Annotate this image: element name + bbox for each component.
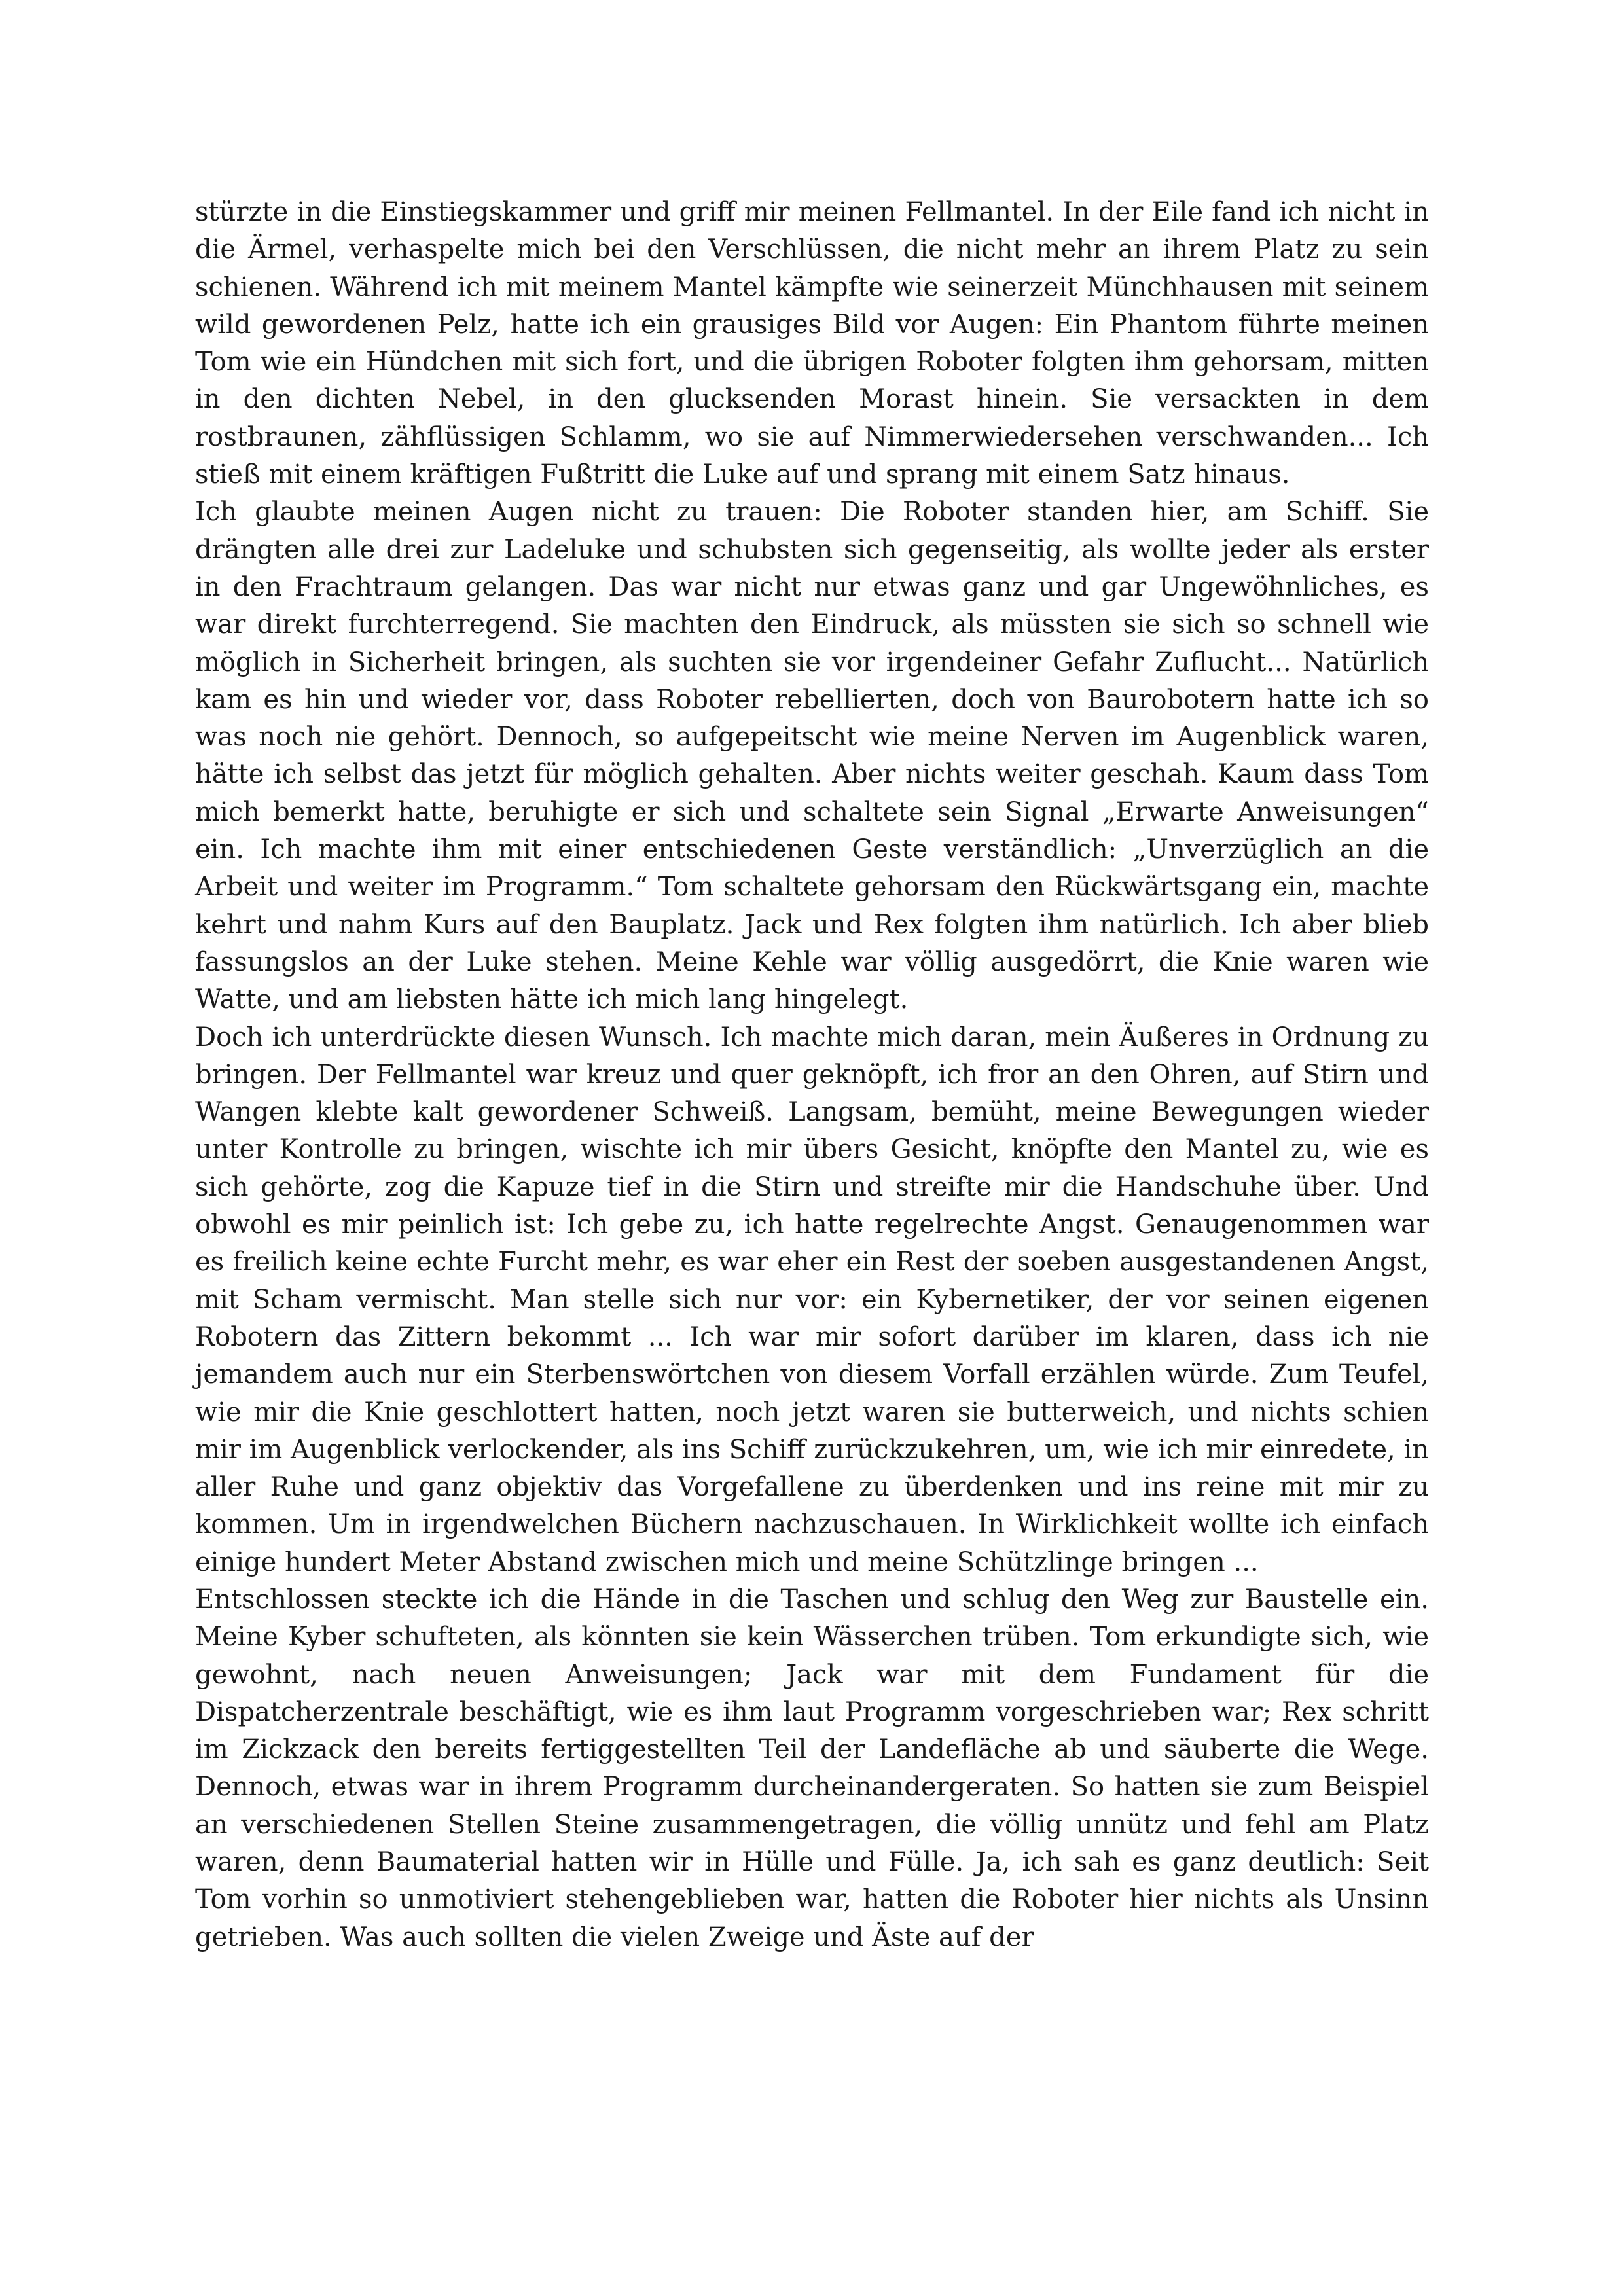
document-page	[195, 194, 1429, 1956]
paragraph-1: stürzte in die Einstiegskammer und griff mir meinen Fellmantel. In der Eile fand ich nicht in die Ärmel, verhaspelte mich bei den Verschlüssen, die nicht mehr an ihrem Platz zu sein schienen. Während ich mit meinem Mantel kämpfte wie seinerzeit Münchhausen mit seinem wild gewordenen Pelz, hatte ich ein grausiges Bild vor Augen: Ein Phantom führte meinen Tom wie ein Hündchen mit sich fort, und die übrigen Roboter folgten ihm gehorsam, mitten in den dichten Nebel, in den glucksenden Morast hinein. Sie versackten in dem rostbraunen, zähflüssigen Schlamm, wo sie auf Nimmerwiedersehen verschwanden... Ich stieß mit einem kräftigen Fußtritt die Luke auf und sprang mit einem Satz hinaus.	[195, 197, 1429, 490]
paragraph-4: Entschlossen steckte ich die Hände in die Taschen und schlug den Weg zur Baustelle ein. Meine Kyber schufteten, als könnten sie kein Wässerchen trüben. Tom erkundigte sich, wie gewohnt, nach neuen Anweisungen; Jack war mit dem Fundament für die Dispatcherzentrale beschäftigt, wie es ihm laut Programm vorgeschrieben war; Rex schritt im Zickzack den bereits fertiggestellten Teil der Landefläche ab und säuberte die Wege. Dennoch, etwas war in ihrem Programm durcheinandergeraten. So hatten sie zum Beispiel an verschiedenen Stellen Steine zusammengetragen, die völlig unnütz und fehl am Platz waren, denn Baumaterial hatten wir in Hülle und Fülle. Ja, ich sah es ganz deutlich: Seit Tom vorhin so unmotiviert stehengeblieben war, hatten die Roboter hier nichts als Unsinn getrieben. Was auch sollten die vielen Zweige und Äste auf der	[195, 1584, 1429, 1952]
paragraph-2: Ich glaubte meinen Augen nicht zu trauen: Die Roboter standen hier, am Schiff. Sie drängten alle drei zur Ladeluke und schubsten sich gegenseitig, als wollte jeder als erster in den Frachtraum gelangen. Das war nicht nur etwas ganz und gar Ungewöhnliches, es war direkt furchterregend. Sie machten den Eindruck, als müssten sie sich so schnell wie möglich in Sicherheit bringen, als suchten sie vor irgendeiner Gefahr Zuflucht... Natürlich kam es hin und wieder vor, dass Roboter rebellierten, doch von Baurobotern hatte ich so was noch nie gehört. Dennoch, so aufgepeitscht wie meine Nerven im Augenblick waren, hätte ich selbst das jetzt für möglich gehalten. Aber nichts weiter geschah. Kaum dass Tom mich bemerkt hatte, beruhigte er sich und schaltete sein Signal „Erwarte Anweisungen“ ein. Ich machte ihm mit einer entschiedenen Geste verständlich: „Unverzüglich an die Arbeit und weiter im Programm.“ Tom schaltete gehorsam den Rückwärtsgang ein, machte kehrt und nahm Kurs auf den Bauplatz. Jack und Rex folgten ihm natürlich. Ich aber blieb fassungslos an der Luke stehen. Meine Kehle war völlig ausgedörrt, die Knie waren wie Watte, und am liebsten hätte ich mich lang hingelegt.	[195, 497, 1429, 1015]
paragraph-3: Doch ich unterdrückte diesen Wunsch. Ich machte mich daran, mein Äußeres in Ordnung zu bringen. Der Fellmantel war kreuz und quer geknöpft, ich fror an den Ohren, auf Stirn und Wangen klebte kalt gewordener Schweiß. Langsam, bemüht, meine Bewegungen wieder unter Kontrolle zu bringen, wischte ich mir übers Gesicht, knöpfte den Mantel zu, wie es sich gehörte, zog die Kapuze tief in die Stirn und streifte mir die Handschuhe über. Und obwohl es mir peinlich ist: Ich gebe zu, ich hatte regelrechte Angst. Genaugenommen war es freilich keine echte Furcht mehr, es war eher ein Rest der soeben ausgestandenen Angst, mit Scham vermischt. Man stelle sich nur vor: ein Kybernetiker, der vor seinen eigenen Robotern das Zittern bekommt ... Ich war mir sofort darüber im klaren, dass ich nie jemandem auch nur ein Sterbenswörtchen von diesem Vorfall erzählen würde. Zum Teufel, wie mir die Knie geschlottert hatten, noch jetzt waren sie butterweich, und nichts schien mir im Augenblick verlockender, als ins Schiff zurückzukehren, um, wie ich mir einredete, in aller Ruhe und ganz objektiv das Vorgefallene zu überdenken und ins reine mit mir zu kommen. Um in irgendwelchen Büchern nachzuschauen. In Wirklichkeit wollte ich einfach einige hundert Meter Abstand zwischen mich und meine Schützlinge bringen ...	[195, 1022, 1429, 1577]
